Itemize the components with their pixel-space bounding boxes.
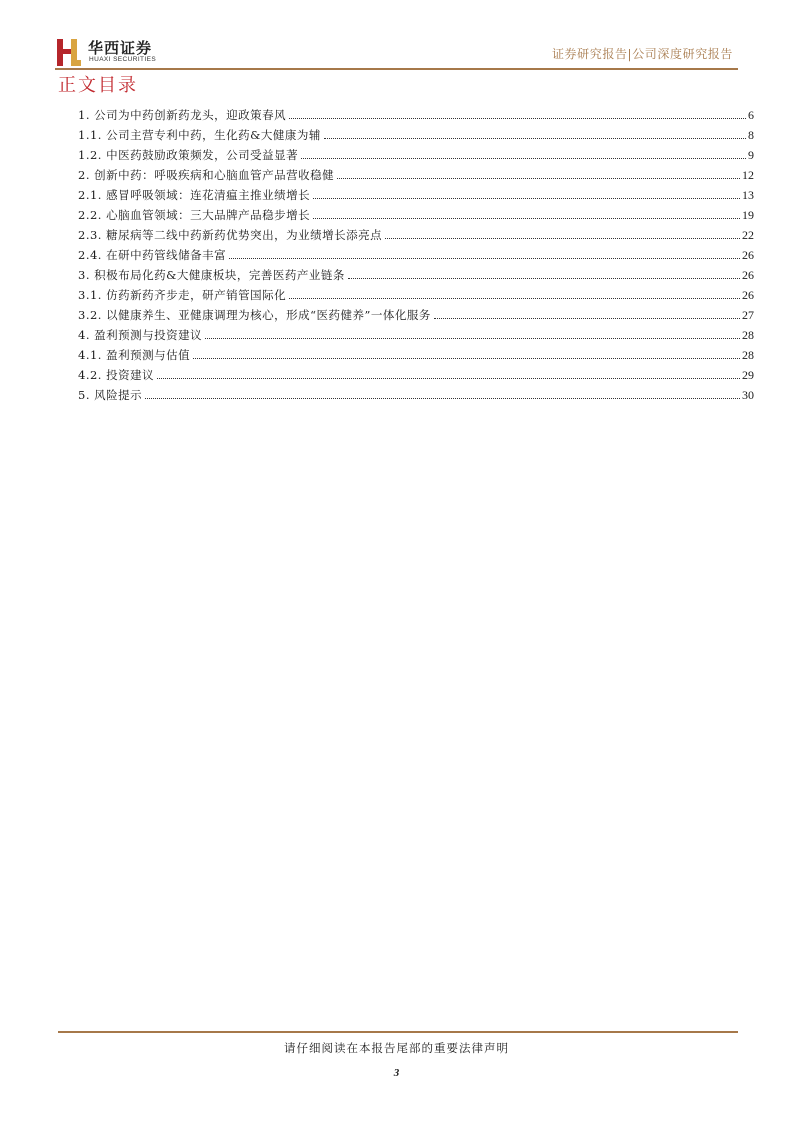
toc-leader-dots xyxy=(145,398,740,399)
toc-entry[interactable] xyxy=(78,322,754,342)
toc-entry[interactable] xyxy=(78,302,754,322)
toc-entry-page: 30 xyxy=(742,388,754,402)
toc-entry-label: 4. 盈利预测与投资建议 xyxy=(78,328,203,342)
toc-entry-page: 26 xyxy=(742,248,754,262)
toc-entry[interactable] xyxy=(78,122,754,142)
footer-divider xyxy=(58,1031,738,1033)
toc-entry[interactable] xyxy=(78,142,754,162)
toc-leader-dots xyxy=(205,338,740,339)
toc-entry-page: 19 xyxy=(742,208,754,222)
toc-leader-dots xyxy=(348,278,740,279)
huaxi-logo xyxy=(55,36,175,68)
legal-notice: 请仔细阅读在本报告尾部的重要法律声明 xyxy=(284,1041,509,1055)
logo-chinese-name: 华西证券 xyxy=(88,39,153,57)
toc-entry[interactable] xyxy=(78,202,754,222)
page-number: 3 xyxy=(393,1067,400,1079)
toc-entry-label: 1.2. 中医药鼓励政策频发，公司受益显著 xyxy=(78,148,299,162)
toc-entry-page: 22 xyxy=(742,228,754,242)
toc-entry[interactable] xyxy=(78,182,754,202)
toc-entry-page: 27 xyxy=(742,308,754,322)
toc-entry-page: 26 xyxy=(742,288,754,302)
toc-entry-label: 2.4. 在研中药管线储备丰富 xyxy=(78,248,227,262)
toc-entry-label: 2.1. 感冒呼吸领域：连花清瘟主推业绩增长 xyxy=(78,188,311,202)
toc-entry-label: 1. 公司为中药创新药龙头，迎政策春风 xyxy=(78,108,287,122)
toc-entry[interactable] xyxy=(78,342,754,362)
toc-leader-dots xyxy=(385,238,740,239)
toc-entry-page: 12 xyxy=(742,168,754,182)
toc-entry[interactable] xyxy=(78,222,754,242)
toc-entry-page: 8 xyxy=(748,128,754,142)
toc-entry-page: 6 xyxy=(748,108,754,122)
toc-entry-label: 4.1. 盈利预测与估值 xyxy=(78,348,191,362)
toc-entry[interactable] xyxy=(78,282,754,302)
toc-entry[interactable] xyxy=(78,102,754,122)
logo-english-name: HUAXI SECURITIES xyxy=(89,56,157,63)
toc-leader-dots xyxy=(193,358,740,359)
toc-entry[interactable] xyxy=(78,362,754,382)
toc-title: 正文目录 xyxy=(58,75,138,96)
toc-leader-dots xyxy=(289,298,740,299)
toc-entry-label: 3.2. 以健康养生、亚健康调理为核心，形成“医药健养”一体化服务 xyxy=(78,308,431,322)
toc-leader-dots xyxy=(301,158,746,159)
toc-entry[interactable] xyxy=(78,262,754,282)
toc-entry-page: 9 xyxy=(748,148,754,162)
toc-entry-label: 4.2. 投资建议 xyxy=(78,368,155,382)
report-type-label: 证券研究报告|公司深度研究报告 xyxy=(551,47,733,61)
toc-entry-label: 2.2. 心脑血管领域：三大品牌产品稳步增长 xyxy=(78,208,311,222)
toc-leader-dots xyxy=(434,318,740,319)
toc-leader-dots xyxy=(324,138,746,139)
toc-entry[interactable] xyxy=(78,242,754,262)
toc-entry-label: 3.1. 仿药新药齐步走，研产销管国际化 xyxy=(78,288,287,302)
table-of-contents xyxy=(78,102,754,402)
toc-entry-label: 2.3. 糖尿病等二线中药新药优势突出，为业绩增长添亮点 xyxy=(78,228,383,242)
toc-entry-page: 28 xyxy=(742,348,754,362)
toc-leader-dots xyxy=(289,118,746,119)
toc-leader-dots xyxy=(157,378,740,379)
toc-entry-label: 5. 风险提示 xyxy=(78,388,143,402)
toc-leader-dots xyxy=(313,218,740,219)
toc-entry-label: 3. 积极布局化药&大健康板块，完善医药产业链条 xyxy=(78,268,345,282)
toc-entry-page: 29 xyxy=(742,368,754,382)
toc-entry-page: 13 xyxy=(742,188,754,202)
toc-leader-dots xyxy=(229,258,740,259)
huaxi-logo-icon xyxy=(55,36,83,68)
header-divider xyxy=(55,68,738,70)
toc-leader-dots xyxy=(337,178,740,179)
toc-entry-label: 1.1. 公司主营专利中药，生化药&大健康为辅 xyxy=(78,128,321,142)
toc-entry-page: 26 xyxy=(742,268,754,282)
toc-entry[interactable] xyxy=(78,382,754,402)
toc-entry-page: 28 xyxy=(742,328,754,342)
toc-leader-dots xyxy=(313,198,740,199)
toc-entry[interactable] xyxy=(78,162,754,182)
toc-entry-label: 2. 创新中药：呼吸疾病和心脑血管产品营收稳健 xyxy=(78,168,335,182)
